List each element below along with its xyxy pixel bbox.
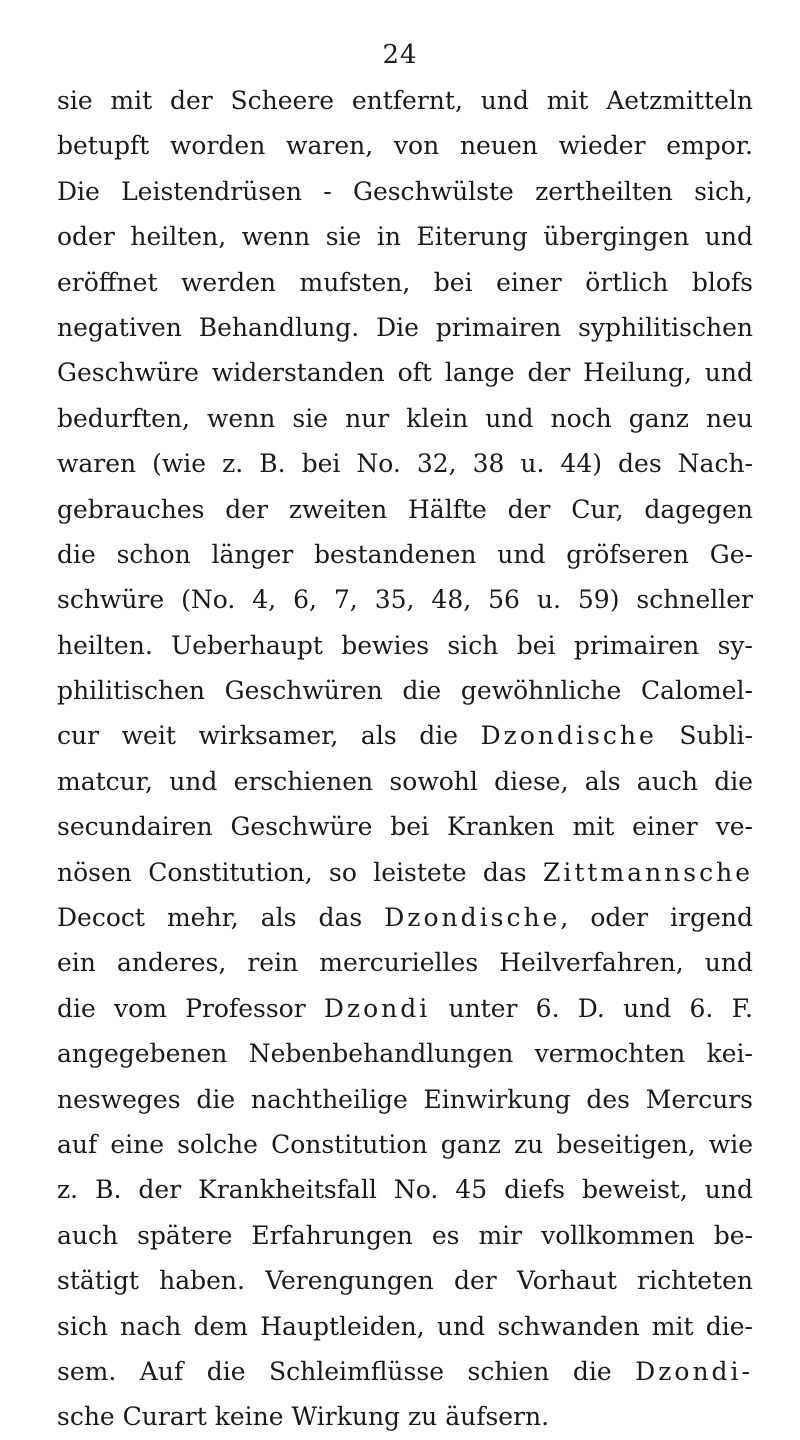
text-line xyxy=(57,1349,753,1394)
spaced-name: Dzondi- xyxy=(635,1356,753,1386)
text-line xyxy=(57,1077,753,1122)
text-line xyxy=(57,895,753,940)
text-segment: nösen Constitution, so leistete das xyxy=(57,857,543,887)
body-text xyxy=(57,78,753,1440)
text-line xyxy=(57,1394,753,1439)
text-line xyxy=(57,1304,753,1349)
text-segment: sem. Auf die Schleimflüsse schien die xyxy=(57,1356,636,1386)
text-line xyxy=(57,850,753,895)
text-segment: heilten. Ueberhaupt bewies sich bei primairen sy- xyxy=(57,630,753,660)
text-line xyxy=(57,396,753,441)
text-line xyxy=(57,759,753,804)
page-number: 24 xyxy=(382,40,418,70)
text-line xyxy=(57,804,753,849)
text-segment: ein anderes, rein mercurielles Heilverfahren, und xyxy=(57,948,753,978)
text-line xyxy=(57,532,753,577)
text-segment: nesweges die nachtheilige Einwirkung des Mercurs xyxy=(57,1084,753,1114)
text-segment: die schon länger bestandenen und gröfseren Ge- xyxy=(57,539,753,569)
text-segment: Geschwüre widerstanden oft lange der Heilung, und xyxy=(57,358,753,388)
text-segment: Die Leistendrüsen - Geschwülste zertheilten sich, xyxy=(57,176,753,206)
text-line xyxy=(57,123,753,168)
text-segment: Subli- xyxy=(656,721,753,751)
text-segment: secundairen Geschwüre bei Kranken mit einer ve- xyxy=(57,812,753,842)
spaced-name: Dzondische xyxy=(384,903,561,933)
text-segment: sich nach dem Hauptleiden, und schwanden mit die- xyxy=(57,1311,753,1341)
text-line xyxy=(57,487,753,532)
text-segment: auf eine solche Constitution ganz zu beseitigen, wie xyxy=(57,1129,753,1159)
text-segment: bedurften, wenn sie nur klein und noch ganz neu xyxy=(57,403,753,433)
text-line xyxy=(57,214,753,259)
text-segment: waren (wie z. B. bei No. 32, 38 u. 44) des Nach- xyxy=(57,449,753,479)
text-segment: Decoct mehr, als das xyxy=(57,903,385,933)
text-line xyxy=(57,713,753,758)
text-segment: , oder irgend xyxy=(560,903,753,933)
text-segment: stätigt haben. Verengungen der Vorhaut richteten xyxy=(57,1266,753,1296)
text-line xyxy=(57,169,753,214)
text-line xyxy=(57,577,753,622)
text-line xyxy=(57,305,753,350)
text-line xyxy=(57,260,753,305)
text-segment: unter 6. D. und 6. F. xyxy=(430,993,753,1023)
text-line xyxy=(57,1213,753,1258)
text-segment: philitischen Geschwüren die gewöhnliche Calomel- xyxy=(57,676,753,706)
text-segment: z. B. der Krankheitsfall No. 45 diefs beweist, und xyxy=(57,1175,753,1205)
text-line xyxy=(57,1167,753,1212)
text-segment: eröffnet werden mufsten, bei einer örtlich blofs xyxy=(57,267,753,297)
text-segment: negativen Behandlung. Die primairen syphilitischen xyxy=(57,312,753,342)
text-segment: die vom Professor xyxy=(57,993,324,1023)
text-segment: schwüre (No. 4, 6, 7, 35, 48, 56 u. 59) schneller xyxy=(57,585,753,615)
text-line xyxy=(57,623,753,668)
text-line xyxy=(57,350,753,395)
text-line xyxy=(57,940,753,985)
text-segment: betupft worden waren, von neuen wieder empor. xyxy=(57,131,753,161)
text-segment: gebrauches der zweiten Hälfte der Cur, dagegen xyxy=(57,494,753,524)
text-line xyxy=(57,986,753,1031)
text-segment: matcur, und erschienen sowohl diese, als auch die xyxy=(57,766,753,796)
text-line xyxy=(57,78,753,123)
text-segment: auch spätere Erfahrungen es mir vollkommen be- xyxy=(57,1220,753,1250)
text-segment: sie mit der Scheere entfernt, und mit Aetzmitteln xyxy=(57,86,753,115)
text-line xyxy=(57,668,753,713)
text-segment: angegebenen Nebenbehandlungen vermochten kei- xyxy=(57,1039,753,1069)
spaced-name: Dzondische xyxy=(480,721,657,751)
text-segment: sche Curart keine Wirkung zu äufsern. xyxy=(57,1402,550,1432)
text-segment: oder heilten, wenn sie in Eiterung übergingen und xyxy=(57,222,753,252)
text-line xyxy=(57,1031,753,1076)
text-line xyxy=(57,441,753,486)
text-line xyxy=(57,1122,753,1167)
spaced-name: Dzondi xyxy=(323,993,431,1023)
text-segment: cur weit wirksamer, als die xyxy=(57,721,481,751)
text-line xyxy=(57,1258,753,1303)
spaced-name: Zittmannsche xyxy=(543,857,753,887)
